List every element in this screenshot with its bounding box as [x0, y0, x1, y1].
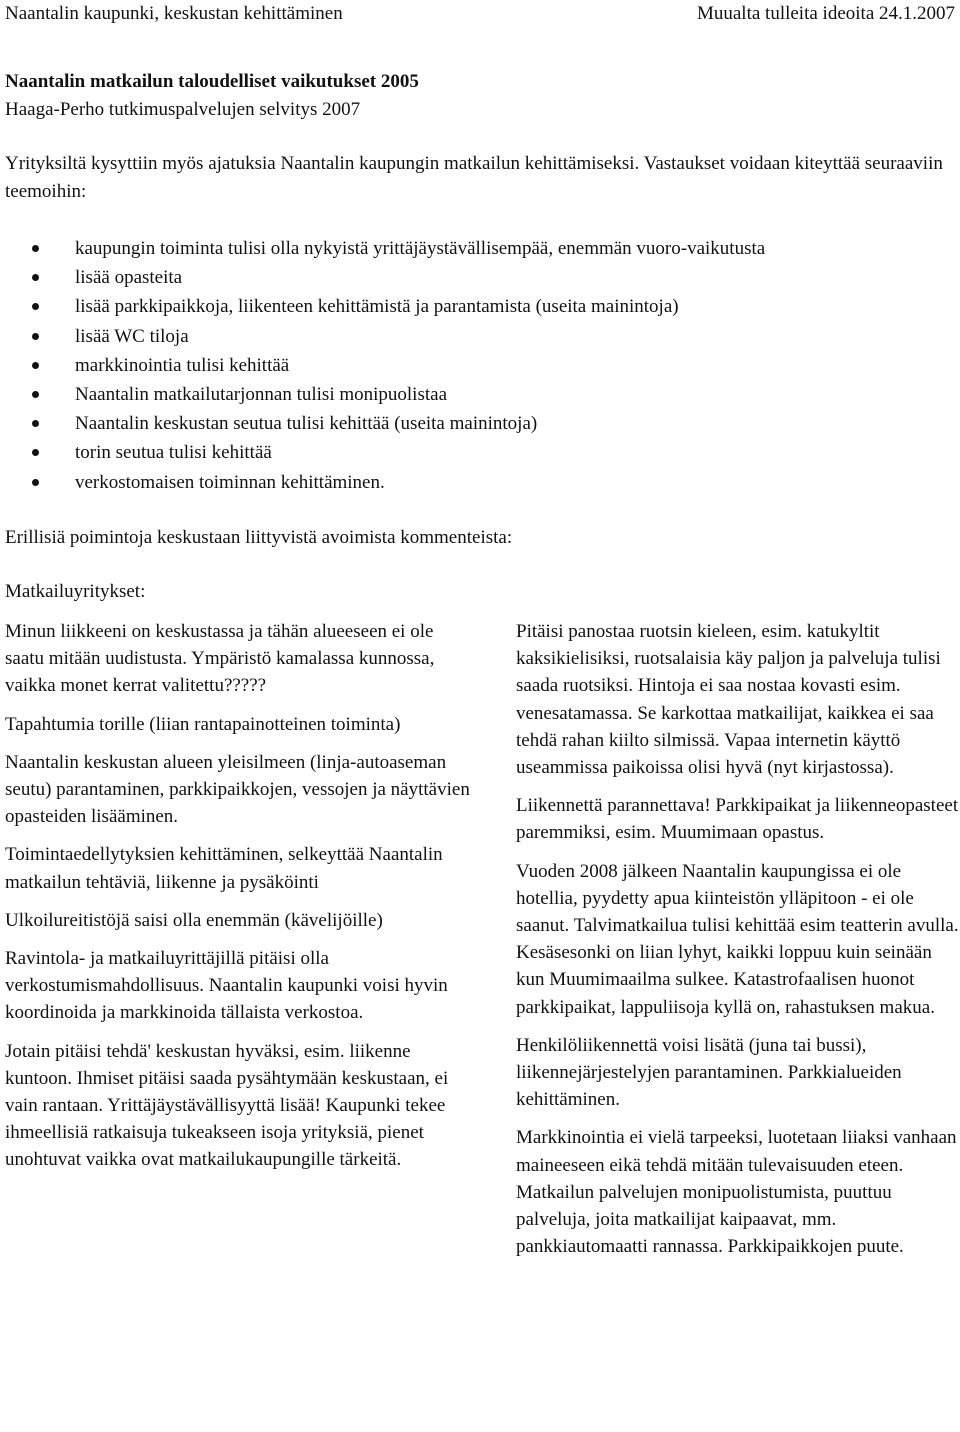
right-comment-column: [516, 618, 960, 1271]
intro-paragraph: Yrityksiltä kysyttiin myös ajatuksia Naantalin kaupungin matkailun kehittämiseksi. Vastaukset voidaan kiteyttää seuraaviin teemoihin:: [5, 153, 943, 202]
page-header: [5, 0, 955, 28]
bullet-item: lisää WC tiloja: [5, 322, 955, 351]
comment-paragraph: Minun liikkeeni on keskustassa ja tähän alueeseen ei ole saatu mitään uudistusta. Ympäristö kamalassa kunnossa, vaikka monet kerrat valitettu?????: [5, 621, 435, 697]
comment-paragraph: Ulkoilureitistöjä saisi olla enemmän (kävelijöille): [5, 909, 383, 931]
bullet-item: verkostomaisen toiminnan kehittäminen.: [5, 468, 955, 497]
comment-paragraph: Jotain pitäisi tehdä' keskustan hyväksi, esim. liikenne kuntoon. Ihmiset pitäisi saada pysähtymään keskustaan, ei vain rantaan. Yrittäjäystävällisyyttä lisää! Kaupunki tekee ihmeellisiä ratkaisuja tukeakseen isoja yrityksiä, pienet unohtuvat vaikka ovat matkailukaupungille tärkeitä.: [5, 1040, 449, 1171]
document-title: Naantalin matkailun taloudelliset vaikutukset 2005: [5, 71, 419, 92]
title-block: [5, 68, 955, 124]
comment-paragraph: Pitäisi panostaa ruotsin kieleen, esim. katukyltit kaksikielisiksi, ruotsalaisia käy paljon ja palveluja tulisi saada ruotsiksi. Hintoja ei saa nostaa kovasti esim. venesatamassa. Se karkottaa matkailijat, kaikkea ei saa tehdä rahan kiilto silmissä. Vapaa internetin käyttö useammissa paikoissa olisi hyvä (nyt kirjastossa).: [516, 621, 941, 779]
bullet-item: markkinointia tulisi kehittää: [5, 351, 955, 380]
left-comment-column: [5, 618, 475, 1185]
bullet-item: kaupungin toiminta tulisi olla nykyistä yrittäjäystävällisempää, enemmän vuoro-vaikutusta: [5, 234, 955, 263]
bullet-item: lisää opasteita: [5, 263, 955, 292]
bullet-item: Naantalin keskustan seutua tulisi kehittää (useita mainintoja): [5, 409, 955, 438]
document-subtitle: Haaga-Perho tutkimuspalvelujen selvitys 2007: [5, 99, 361, 120]
comment-paragraph: Markkinointia ei vielä tarpeeksi, luotetaan liiaksi vanhaan maineeseen eikä tehdä mitään tulevaisuuden eteen. Matkailun palvelujen monipuolistumista, puuttuu palveluja, joita matkailijat kaipaavat, mm. pankkiautomaatti rannassa. Parkkipaikkojen puute.: [516, 1127, 957, 1258]
comment-paragraph: Toimintaedellytyksien kehittäminen, selkeyttää Naantalin matkailun tehtäviä, liikenne ja pysäköinti: [5, 844, 443, 893]
comment-paragraph: Liikennettä parannettava! Parkkipaikat ja liikenneopasteet paremmiksi, esim. Muumimaan opastus.: [516, 795, 959, 844]
bullet-item: Naantalin matkailutarjonnan tulisi monipuolistaa: [5, 380, 955, 409]
comment-paragraph: Tapahtumia torille (liian rantapainotteinen toiminta): [5, 713, 401, 735]
comment-paragraph: Henkilöliikennettä voisi lisätä (juna tai bussi), liikennejärjestelyjen parantaminen. Parkkialueiden kehittäminen.: [516, 1034, 902, 1111]
comment-paragraph: Ravintola- ja matkailuyrittäjillä pitäisi olla verkostumismahdollisuus. Naantalin kaupunki voisi hyvin koordinoida ja markkinoida tällaista verkostoa.: [5, 948, 448, 1024]
theme-bullet-list: [5, 234, 955, 497]
header-right-text: Muualta tulleita ideoita 24.1.2007: [696, 3, 955, 24]
bullet-item: lisää parkkipaikkoja, liikenteen kehittämistä ja parantamista (useita mainintoja): [5, 292, 955, 321]
comment-paragraph: Vuoden 2008 jälkeen Naantalin kaupungissa ei ole hotellia, pyydetty apua kiinteistön ylläpitoon - ei ole saanut. Talvimatkailua tulisi kehittää esim teatterin avulla. Kesäsesonki on liian lyhyt, kaikki loppuu kuin seinään kun Muumimaailma sulkee. Katastrofaalisen huonot parkkipaikat, lappuliisoja kyllä on, rahastuksen makua.: [516, 860, 959, 1018]
bullet-item: torin seutua tulisi kehittää: [5, 438, 955, 467]
header-left-text: Naantalin kaupunki, keskustan kehittäminen: [5, 3, 343, 24]
group-label: Matkailuyritykset:: [5, 581, 146, 602]
comment-paragraph: Naantalin keskustan alueen yleisilmeen (linja-autoaseman seutu) parantaminen, parkkipaikkojen, vessojen ja näyttävien opasteiden lisääminen.: [5, 751, 470, 828]
comments-heading: Erillisiä poimintoja keskustaan liittyvistä avoimista kommenteista:: [5, 527, 513, 548]
